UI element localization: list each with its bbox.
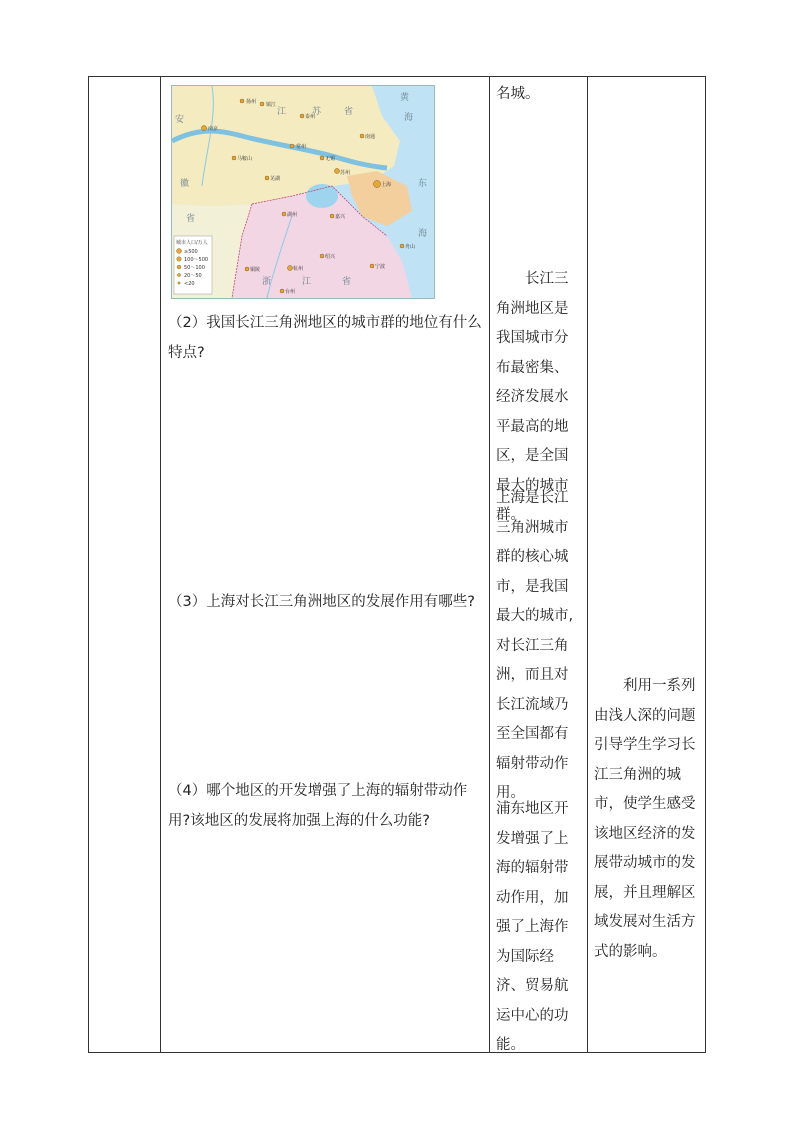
- stage-cell: [89, 77, 160, 1052]
- activity-cell: [160, 77, 490, 1052]
- map-city-label: 台州: [285, 289, 296, 295]
- map-city-label: 芜湖: [270, 176, 281, 182]
- map-province-label: 苏: [312, 107, 322, 117]
- map-sea-label: 黄: [400, 93, 410, 103]
- map-city-label: 镇江: [266, 102, 277, 108]
- map-legend-item: 50～100: [184, 265, 205, 271]
- map-legend-item: 100～500: [184, 257, 209, 263]
- map-legend: [174, 236, 212, 294]
- map-city-label: 马鞍山: [237, 156, 253, 162]
- map-city-label: 舟山: [405, 244, 416, 250]
- map-province-label: 徽: [180, 179, 190, 189]
- map-legend-title: 城市人口/万人: [176, 240, 208, 246]
- answer-4: 浦东地区开发增强了上海的辐射带动作用，加强了上海作为国际经济、贸易航运中心的功能。: [496, 801, 569, 1053]
- map-city-label: 南通: [365, 134, 376, 140]
- map-sea-label: 东: [418, 179, 428, 189]
- intent-cell: [588, 77, 706, 1052]
- design-intent-text: 利用一系列由浅人深的问题引导学生学习长江三角洲的城市，使学生感受该地区经济的发展带动城市的发展，并且理解区域发展对生活方式的影响。: [594, 678, 696, 960]
- lesson-table: [88, 76, 706, 1053]
- question-2: （2）我国长江三角洲地区的城市群的地位有什么特点?: [168, 315, 482, 361]
- map-legend-item: 20～50: [184, 273, 202, 279]
- map-city-label: 常州: [296, 144, 307, 150]
- question-3: （3）上海对长江三角洲地区的发展作用有哪些?: [168, 594, 475, 610]
- map-city-label: 嘉兴: [335, 214, 346, 220]
- map-province-label: 安: [175, 115, 185, 125]
- yangtze-delta-map: [171, 85, 435, 299]
- map-province-label: 省: [342, 277, 352, 287]
- map-city-label: 绍兴: [325, 254, 336, 260]
- map-sea-label: 海: [418, 229, 428, 239]
- map-city-label: 宁波: [375, 264, 386, 270]
- map-legend-item: <20: [184, 281, 195, 287]
- map-city-label: 湖州: [287, 212, 298, 218]
- map-province-label: 江: [302, 277, 312, 287]
- map-province-label: 江: [277, 107, 287, 117]
- map-legend-item: ≥500: [184, 249, 198, 255]
- answer-2: 长江三角洲地区是我国城市分布最密集、经济发展水平最高的地区，是全国最大的城市群。: [496, 271, 569, 523]
- map-city-label: 铜陵: [250, 267, 261, 273]
- answer-cell: [490, 77, 588, 1052]
- map-city-label: 杭州: [293, 266, 304, 272]
- map-graphic: [172, 86, 434, 298]
- answer-previous-tail: 名城。: [496, 86, 540, 102]
- map-city-label: 扬州: [246, 99, 257, 105]
- map-province-label: 浙: [262, 277, 272, 287]
- map-city-label: 上海: [381, 182, 392, 188]
- map-sea-label: 海: [404, 113, 414, 123]
- map-city-label: 南京: [208, 126, 219, 132]
- map-province-label: 省: [186, 214, 196, 224]
- map-city-label: 泰州: [305, 114, 316, 120]
- map-province-label: 省: [344, 107, 354, 117]
- answer-3: 上海是长江三角洲城市群的核心城市，是我国最大的城市,对长江三角洲，而且对长江流域乃至全国都有辐射带动作用。: [496, 490, 574, 801]
- question-4: （4）哪个地区的开发增强了上海的辐射带动作用?该地区的发展将加强上海的什么功能?: [168, 783, 468, 829]
- map-city-label: 无锡: [325, 156, 336, 162]
- map-city-label: 苏州: [340, 170, 351, 176]
